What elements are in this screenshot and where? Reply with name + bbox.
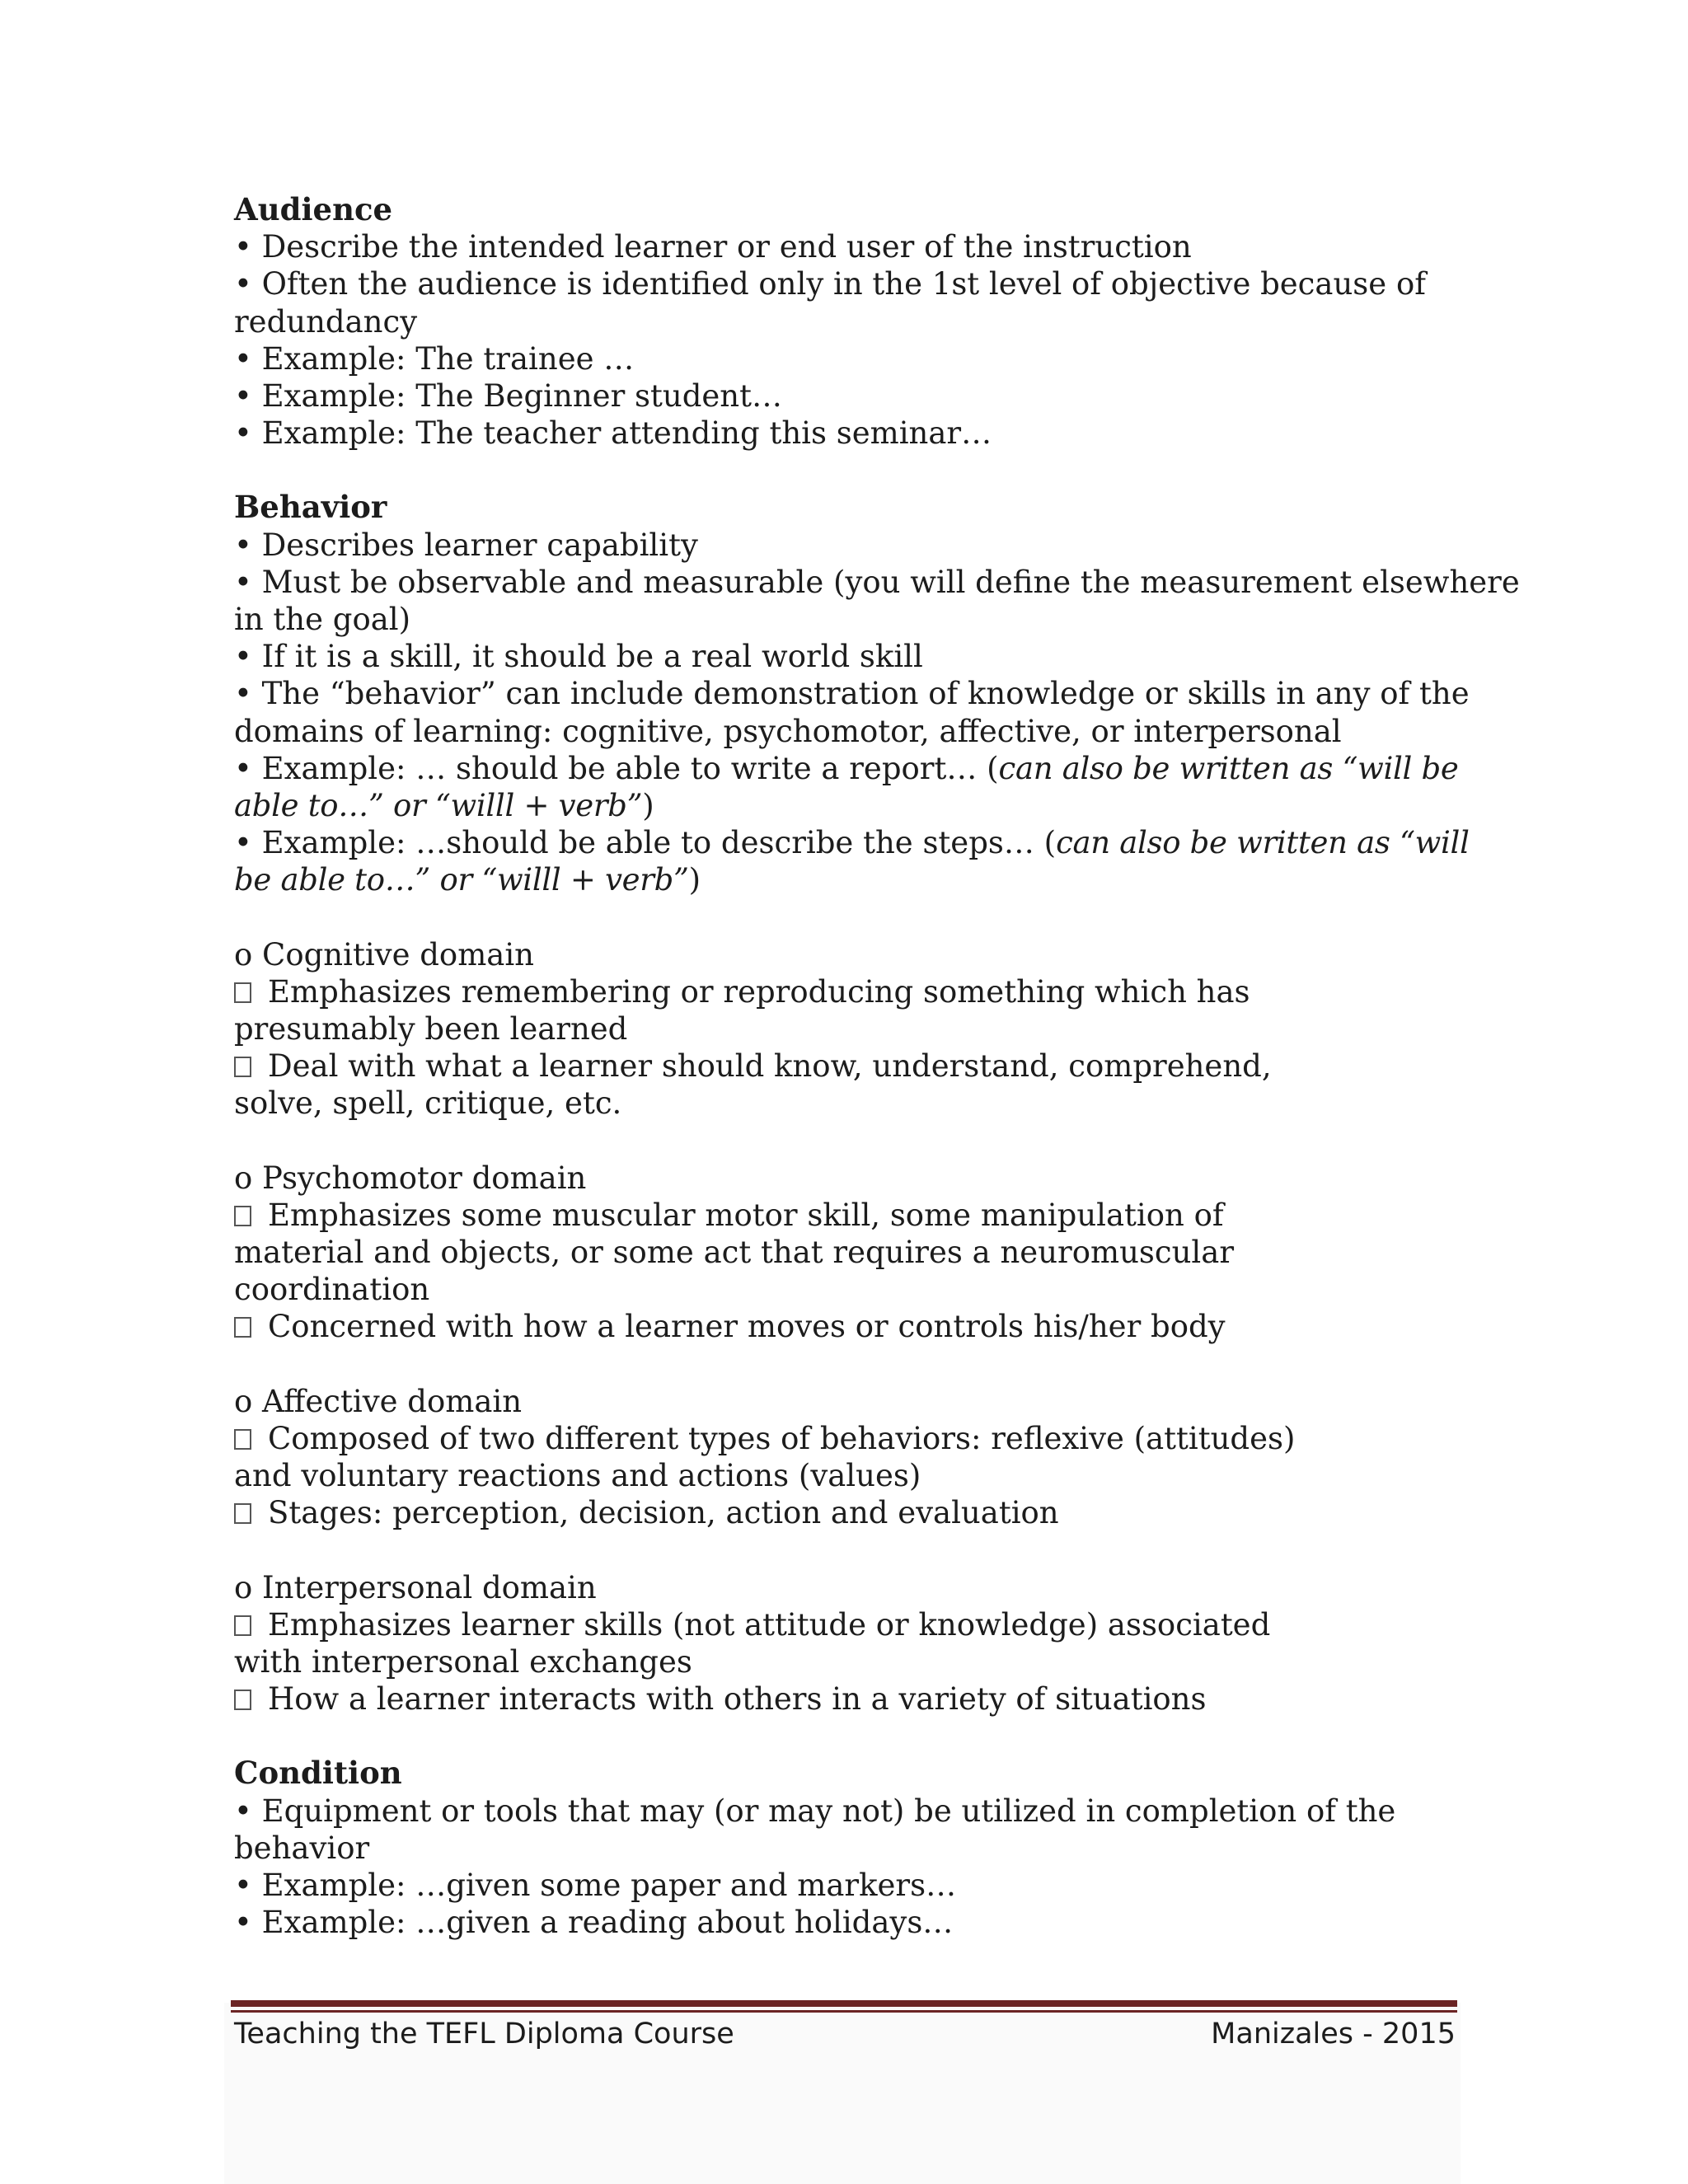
condition-line: • Example: …given some paper and markers…	[234, 1867, 957, 1903]
square-bullet-icon	[234, 1690, 251, 1710]
behavior-example-1-line-2	[234, 787, 1503, 824]
domain-item-text: Concerned with how a learner moves or controls his/her body	[268, 1309, 1226, 1345]
behavior-line: • If it is a skill, it should be a real world skill	[234, 639, 923, 675]
square-bullet-icon	[234, 982, 251, 1003]
document-body	[234, 191, 1520, 1941]
domain-item-line	[234, 1308, 1503, 1345]
footer-course-title: Teaching the TEFL Diploma Course	[234, 2018, 734, 2050]
domain-item-text: Deal with what a learner should know, understand, comprehend,	[268, 1048, 1272, 1085]
behavior-line: • Describes learner capability	[234, 527, 698, 563]
domain-item-line	[234, 1680, 1503, 1718]
domain-item-line: solve, spell, critique, etc.	[234, 1085, 622, 1122]
domain-item-text: Composed of two different types of behaviors: reflexive (attitudes)	[268, 1420, 1296, 1456]
behavior-line: • Must be observable and measurable (you will define the measurement elsewhere	[234, 564, 1520, 600]
behavior-example-1-line-1	[234, 750, 1503, 787]
audience-line: • Example: The Beginner student…	[234, 378, 782, 415]
domain-item-line	[234, 1197, 1503, 1234]
domain-item-text: Emphasizes remembering or reproducing something which has	[268, 973, 1250, 1010]
domain-item-text: Emphasizes some muscular motor skill, some manipulation of	[268, 1197, 1224, 1233]
audience-line: • Example: The teacher attending this seminar…	[234, 415, 992, 452]
square-bullet-icon	[234, 1503, 251, 1524]
domain-item-line	[234, 1420, 1503, 1457]
footer-location-year: Manizales - 2015	[1211, 2018, 1456, 2050]
domain-title-psychomotor: o Psychomotor domain	[234, 1160, 587, 1196]
example-italic-note: able to…” or “willl + verb”	[234, 788, 643, 824]
square-bullet-icon	[234, 1317, 251, 1338]
square-bullet-icon	[234, 1057, 251, 1077]
behavior-line: domains of learning: cognitive, psychomotor, affective, or interpersonal	[234, 713, 1342, 749]
example-text: • Example: …should be able to describe the steps… (	[234, 825, 1057, 861]
example-text: • Example: … should be able to write a report… (	[234, 750, 999, 786]
domain-item-line: presumably been learned	[234, 1011, 628, 1047]
section-heading-behavior: Behavior	[234, 489, 387, 526]
behavior-example-2-line-1	[234, 824, 1503, 861]
section-heading-audience: Audience	[234, 191, 393, 227]
spacer	[234, 1532, 1503, 1569]
domain-item-text: How a learner interacts with others in a variety of situations	[268, 1681, 1207, 1718]
audience-line: • Example: The trainee …	[234, 340, 635, 377]
domain-title-affective: o Affective domain	[234, 1383, 523, 1419]
spacer	[234, 1718, 1503, 1755]
domain-item-line: coordination	[234, 1272, 430, 1308]
domain-item-line	[234, 973, 1503, 1010]
audience-line: redundancy	[234, 303, 418, 340]
domain-title-interpersonal: o Interpersonal domain	[234, 1569, 597, 1605]
audience-line: • Often the audience is identified only in the 1st level of objective because of	[234, 266, 1426, 302]
behavior-example-2-line-2	[234, 861, 1503, 898]
section-heading-condition: Condition	[234, 1755, 402, 1792]
domain-item-text: Stages: perception, decision, action and evaluation	[268, 1495, 1059, 1531]
domain-item-line: material and objects, or some act that requires a neuromuscular	[234, 1235, 1235, 1271]
square-bullet-icon	[234, 1206, 251, 1226]
domain-item-line	[234, 1047, 1503, 1085]
condition-line: • Equipment or tools that may (or may not) be utilized in completion of the	[234, 1793, 1396, 1829]
domain-item-line	[234, 1494, 1503, 1531]
example-italic-note: can also be written as “will	[1056, 825, 1470, 861]
condition-line: behavior	[234, 1830, 370, 1866]
behavior-line: • The “behavior” can include demonstration of knowledge or skills in any of the	[234, 676, 1470, 712]
spacer	[234, 1346, 1503, 1383]
example-italic-note: be able to…” or “willl + verb”	[234, 862, 689, 898]
audience-line: • Describe the intended learner or end user of the instruction	[234, 229, 1192, 265]
footer-rule-thick	[231, 2000, 1457, 2007]
footer-rule-thin	[231, 2010, 1457, 2013]
domain-item-line	[234, 1606, 1503, 1643]
behavior-line: in the goal)	[234, 602, 411, 638]
domain-item-text: Emphasizes learner skills (not attitude or knowledge) associated	[268, 1606, 1271, 1643]
spacer	[234, 1122, 1503, 1160]
domain-item-line: with interpersonal exchanges	[234, 1643, 692, 1680]
example-italic-note: can also be written as “will be	[998, 750, 1459, 786]
square-bullet-icon	[234, 1615, 251, 1636]
condition-line: • Example: …given a reading about holidays…	[234, 1905, 954, 1941]
example-close-paren: )	[688, 862, 701, 898]
domain-item-line: and voluntary reactions and actions (values)	[234, 1458, 921, 1494]
example-close-paren: )	[642, 788, 654, 824]
spacer	[234, 452, 1503, 489]
domain-title-cognitive: o Cognitive domain	[234, 936, 535, 972]
spacer	[234, 899, 1503, 936]
square-bullet-icon	[234, 1429, 251, 1450]
